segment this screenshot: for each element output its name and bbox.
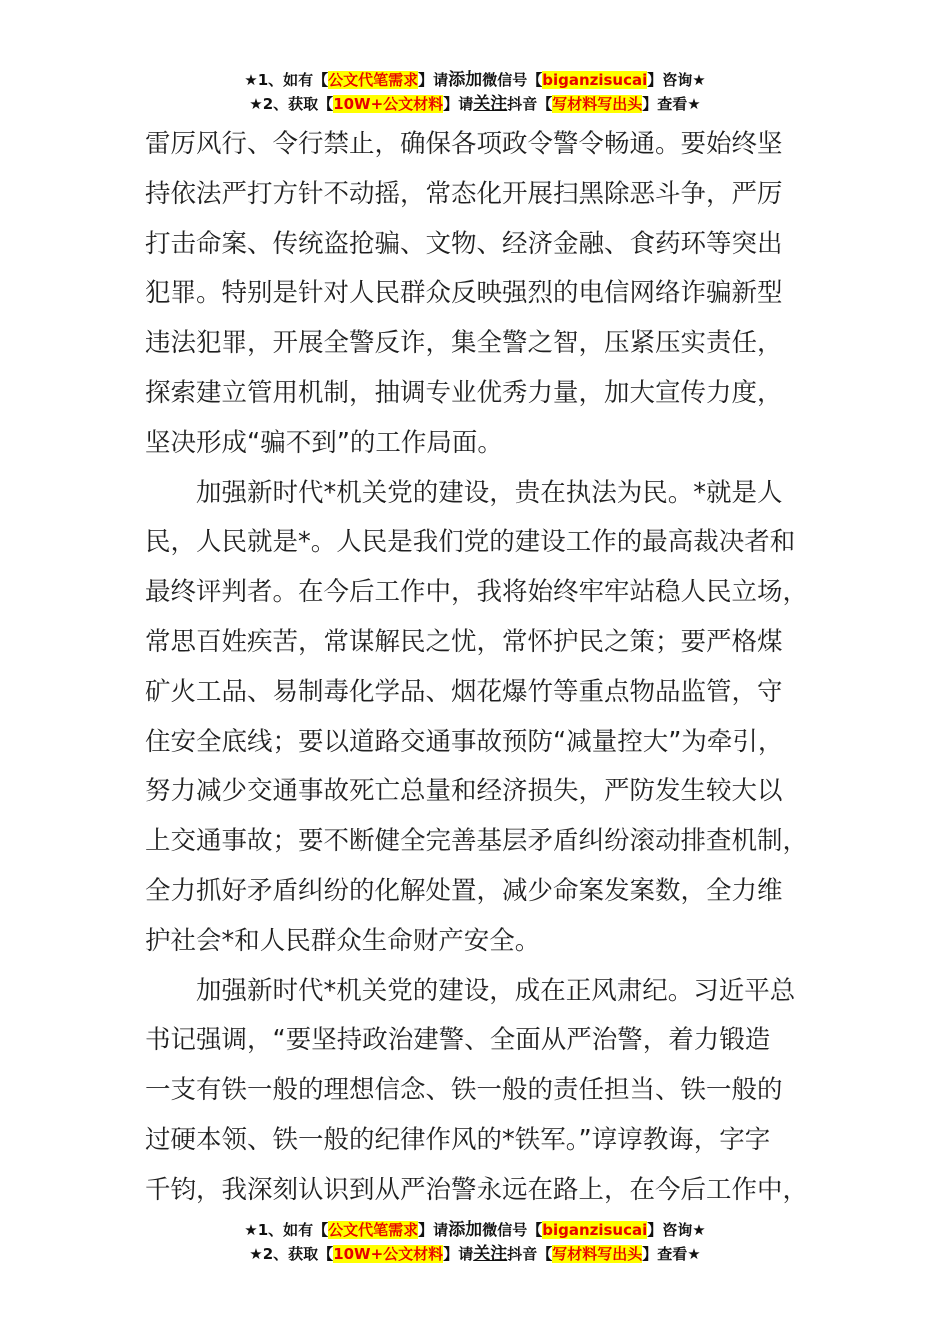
header-banner-line-1 [0,68,950,92]
footer-banner-line-2 [0,1242,950,1266]
banner-highlight: 公文代笔需求 [328,71,419,89]
text-line: 持依法严打方针不动摇，常态化开展扫黑除恶斗争，严厉 [145,178,783,209]
banner-emphasis: 关注 [473,94,508,114]
text-line: 加强新时代*机关党的建设，贵在执法为民。*就是人 [196,477,783,508]
text-line: 犯罪。特别是针对人民群众反映强烈的电信网络诈骗新型 [145,278,783,309]
text-line: 过硬本领、铁一般的纪律作风的*铁军。”谆谆教诲，字字 [145,1124,771,1155]
paragraph-3 [145,967,807,1216]
banner-text: ★1、如有【 [244,1221,329,1239]
banner-text: 微信号【 [482,71,543,89]
banner-text: 】咨询★ [647,1221,706,1239]
banner-emphasis: 添加 [448,70,483,90]
banner-text: 抖音【 [507,95,553,113]
banner-text: ★2、获取【 [249,1245,334,1263]
banner-emphasis: 添加 [448,1220,483,1240]
text-line: 加强新时代*机关党的建设，成在正风肃纪。习近平总 [196,975,796,1006]
text-line: 违法犯罪，开展全警反诈，集全警之智，压紧压实责任， [145,328,783,359]
header-banner-line-2 [0,92,950,116]
text-line: 雷厉风行、令行禁止，确保各项政令警令畅通。要始终坚 [145,129,783,159]
footer-banner [0,1218,950,1266]
text-line: 千钧，我深刻认识到从严治警永远在路上，在今后工作中， [145,1174,809,1205]
footer-banner-line-1 [0,1218,950,1242]
banner-text: 】请 [418,71,449,89]
douyin-account: 写材料写出头 [552,1245,643,1263]
text-line: 民，人民就是*。人民是我们党的建设工作的最高裁决者和 [145,527,796,558]
text-line: 一支有铁一般的理想信念、铁一般的责任担当、铁一般的 [145,1075,783,1106]
banner-text: 抖音【 [507,1245,553,1263]
header-banner [0,68,950,116]
paragraph-1 [145,120,807,469]
paragraph-2 [145,469,807,967]
text-line: 探索建立管用机制，抽调专业优秀力量，加大宣传力度， [145,377,783,408]
banner-highlight: 10W+公文材料 [333,1245,444,1263]
wechat-id: biganzisucai [542,1221,648,1239]
banner-text: 】查看★ [642,1245,701,1263]
banner-emphasis: 关注 [473,1244,508,1264]
banner-text: 】咨询★ [647,71,706,89]
douyin-account: 写材料写出头 [552,95,643,113]
banner-text: 】查看★ [642,95,701,113]
wechat-id: biganzisucai [542,71,648,89]
banner-text: ★1、如有【 [244,71,329,89]
text-line: 全力抓好矛盾纠纷的化解处置，减少命案发案数，全力维 [145,875,783,906]
banner-highlight: 10W+公文材料 [333,95,444,113]
text-line: 住安全底线；要以道路交通事故预防“减量控大”为牵引， [145,726,784,757]
text-line: 常思百姓疾苦，常谋解民之忧，常怀护民之策；要严格煤 [145,626,783,657]
banner-highlight: 公文代笔需求 [328,1221,419,1239]
text-line: 坚决形成“骗不到”的工作局面。 [145,427,503,458]
text-line: 上交通事故；要不断健全完善基层矛盾纠纷滚动排查机制， [145,826,809,857]
banner-text: ★2、获取【 [249,95,334,113]
document-body [145,120,807,1216]
text-line: 努力减少交通事故死亡总量和经济损失，严防发生较大以 [145,776,783,807]
banner-text: 】请 [418,1221,449,1239]
text-line: 书记强调，“要坚持政治建警、全面从严治警，着力锻造 [145,1025,771,1056]
text-line: 矿火工品、易制毒化学品、烟花爆竹等重点物品监管，守 [145,676,783,707]
text-line: 最终评判者。在今后工作中，我将始终牢牢站稳人民立场， [145,577,809,608]
text-line: 打击命案、传统盗抢骗、文物、经济金融、食药环等突出 [145,228,783,259]
banner-text: 微信号【 [482,1221,543,1239]
banner-text: 】请 [443,1245,474,1263]
text-line: 护社会*和人民群众生命财产安全。 [145,925,541,956]
banner-text: 】请 [443,95,474,113]
